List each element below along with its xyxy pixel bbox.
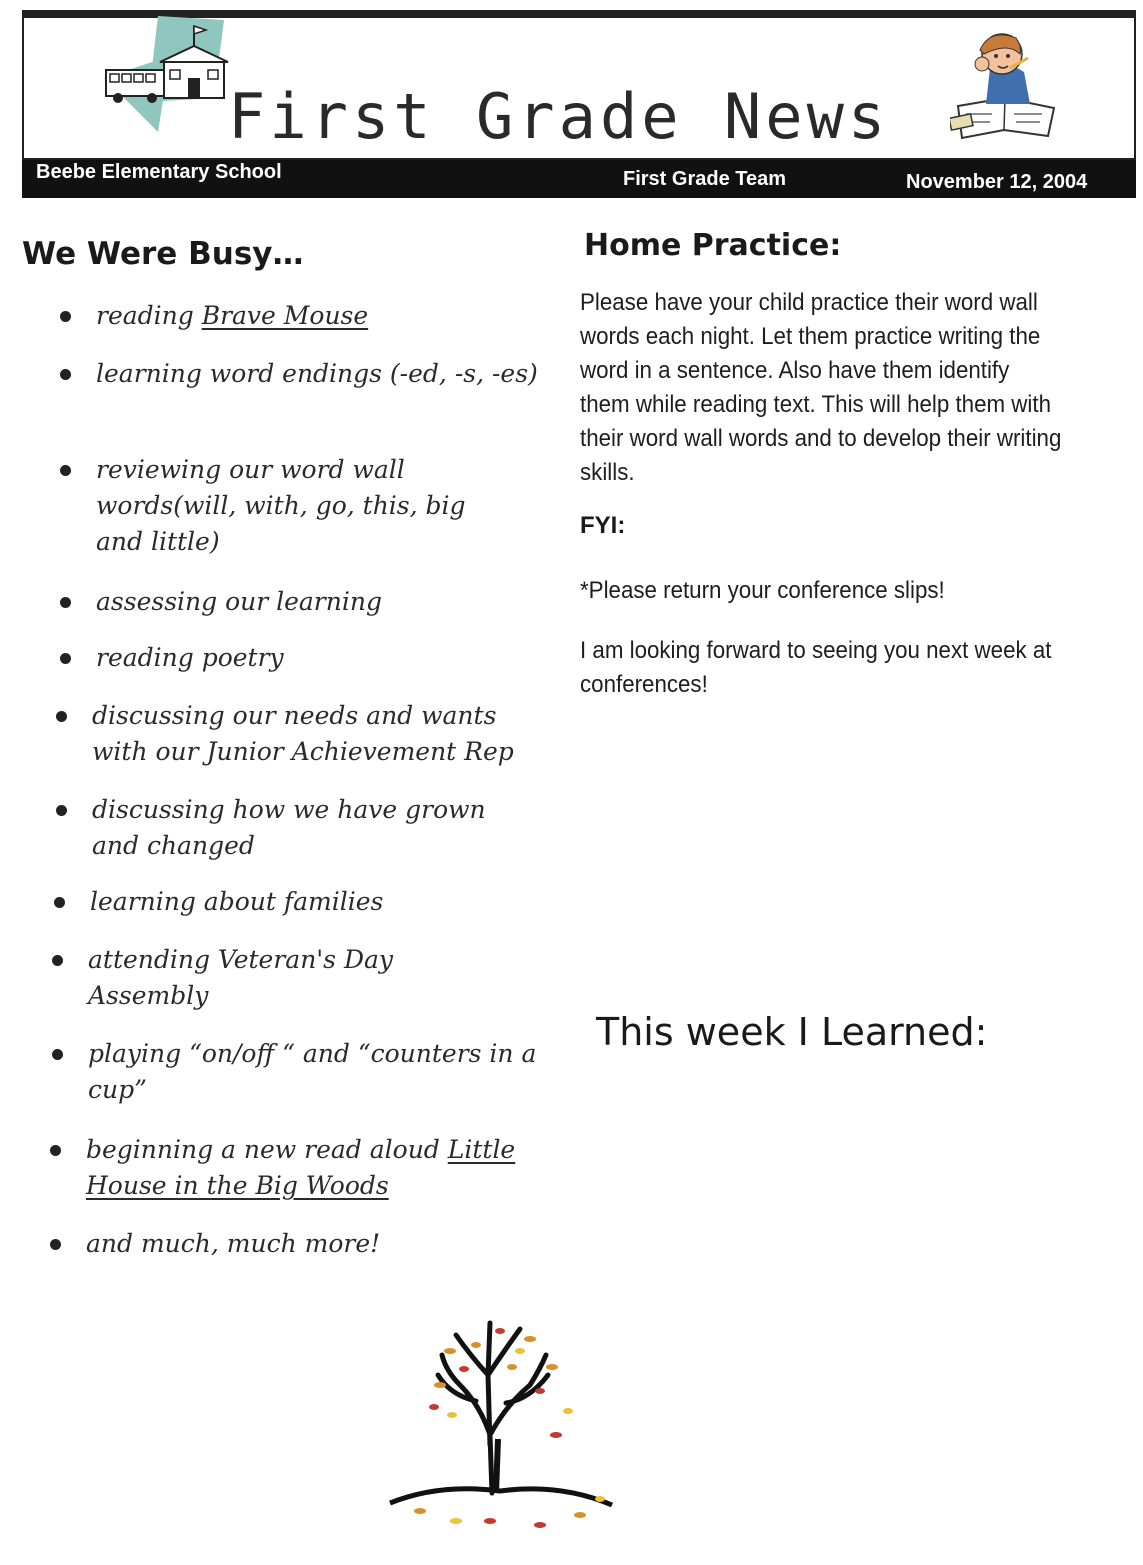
info-bar bbox=[22, 160, 1136, 198]
book-title: Brave Mouse bbox=[201, 301, 369, 330]
list-item: beginning a new read aloud Little House in the Big Woods bbox=[86, 1132, 526, 1204]
issue-date: November 12, 2004 bbox=[906, 171, 1088, 193]
learned-heading: This week I Learned: bbox=[596, 1010, 988, 1054]
bullet-icon bbox=[52, 955, 63, 966]
bullet-icon bbox=[60, 311, 71, 322]
list-item: learning about families bbox=[90, 884, 550, 920]
list-item: learning word endings (-ed, -s, -es) bbox=[96, 356, 541, 392]
bullet-icon bbox=[60, 465, 71, 476]
school-name: Beebe Elementary School bbox=[36, 161, 282, 183]
bullet-icon bbox=[60, 369, 71, 380]
list-item: assessing our learning bbox=[96, 584, 556, 620]
bullet-icon bbox=[56, 805, 67, 816]
list-item: discussing our needs and wants with our Junior Achievement Rep bbox=[92, 698, 552, 770]
bullet-icon bbox=[50, 1239, 61, 1250]
list-item: reading poetry bbox=[96, 640, 556, 676]
bullet-icon bbox=[52, 1049, 63, 1060]
team-name: First Grade Team bbox=[623, 168, 787, 190]
list-item: playing “on/off “ and “counters in a cup” bbox=[88, 1036, 538, 1108]
list-item: and much, much more! bbox=[86, 1226, 546, 1262]
list-item: discussing how we have grown and changed bbox=[92, 792, 532, 864]
boy-reading-icon bbox=[950, 28, 1060, 143]
list-item: attending Veteran's Day Assembly bbox=[88, 942, 488, 1014]
school-bus-icon bbox=[100, 16, 230, 132]
list-item: reading Brave Mouse bbox=[96, 298, 556, 334]
bullet-icon bbox=[60, 653, 71, 664]
book-title: Little House in the Big Woods bbox=[86, 1135, 516, 1200]
busy-heading: We Were Busy… bbox=[22, 236, 304, 272]
bullet-icon bbox=[60, 597, 71, 608]
autumn-tree-icon bbox=[380, 1315, 620, 1540]
home-practice-heading: Home Practice: bbox=[584, 228, 842, 263]
home-practice-body: Please have your child practice their word wall words each night. Let them practice writing the word in a sentence. Also have them identify them while reading text. This will help them with their word wall words and to develop their writing skills. bbox=[580, 289, 1062, 486]
bullet-icon bbox=[50, 1145, 61, 1156]
bullet-icon bbox=[54, 897, 65, 908]
fyi-label: FYI: bbox=[580, 512, 626, 539]
fyi-message: I am looking forward to seeing you next week at conferences! bbox=[580, 637, 1052, 698]
fyi-note: *Please return your conference slips! bbox=[580, 577, 945, 604]
newsletter-title: First Grade News bbox=[228, 80, 890, 153]
list-item: reviewing our word wall words(will, with, go, this, big and little) bbox=[96, 452, 516, 560]
bullet-icon bbox=[56, 711, 67, 722]
